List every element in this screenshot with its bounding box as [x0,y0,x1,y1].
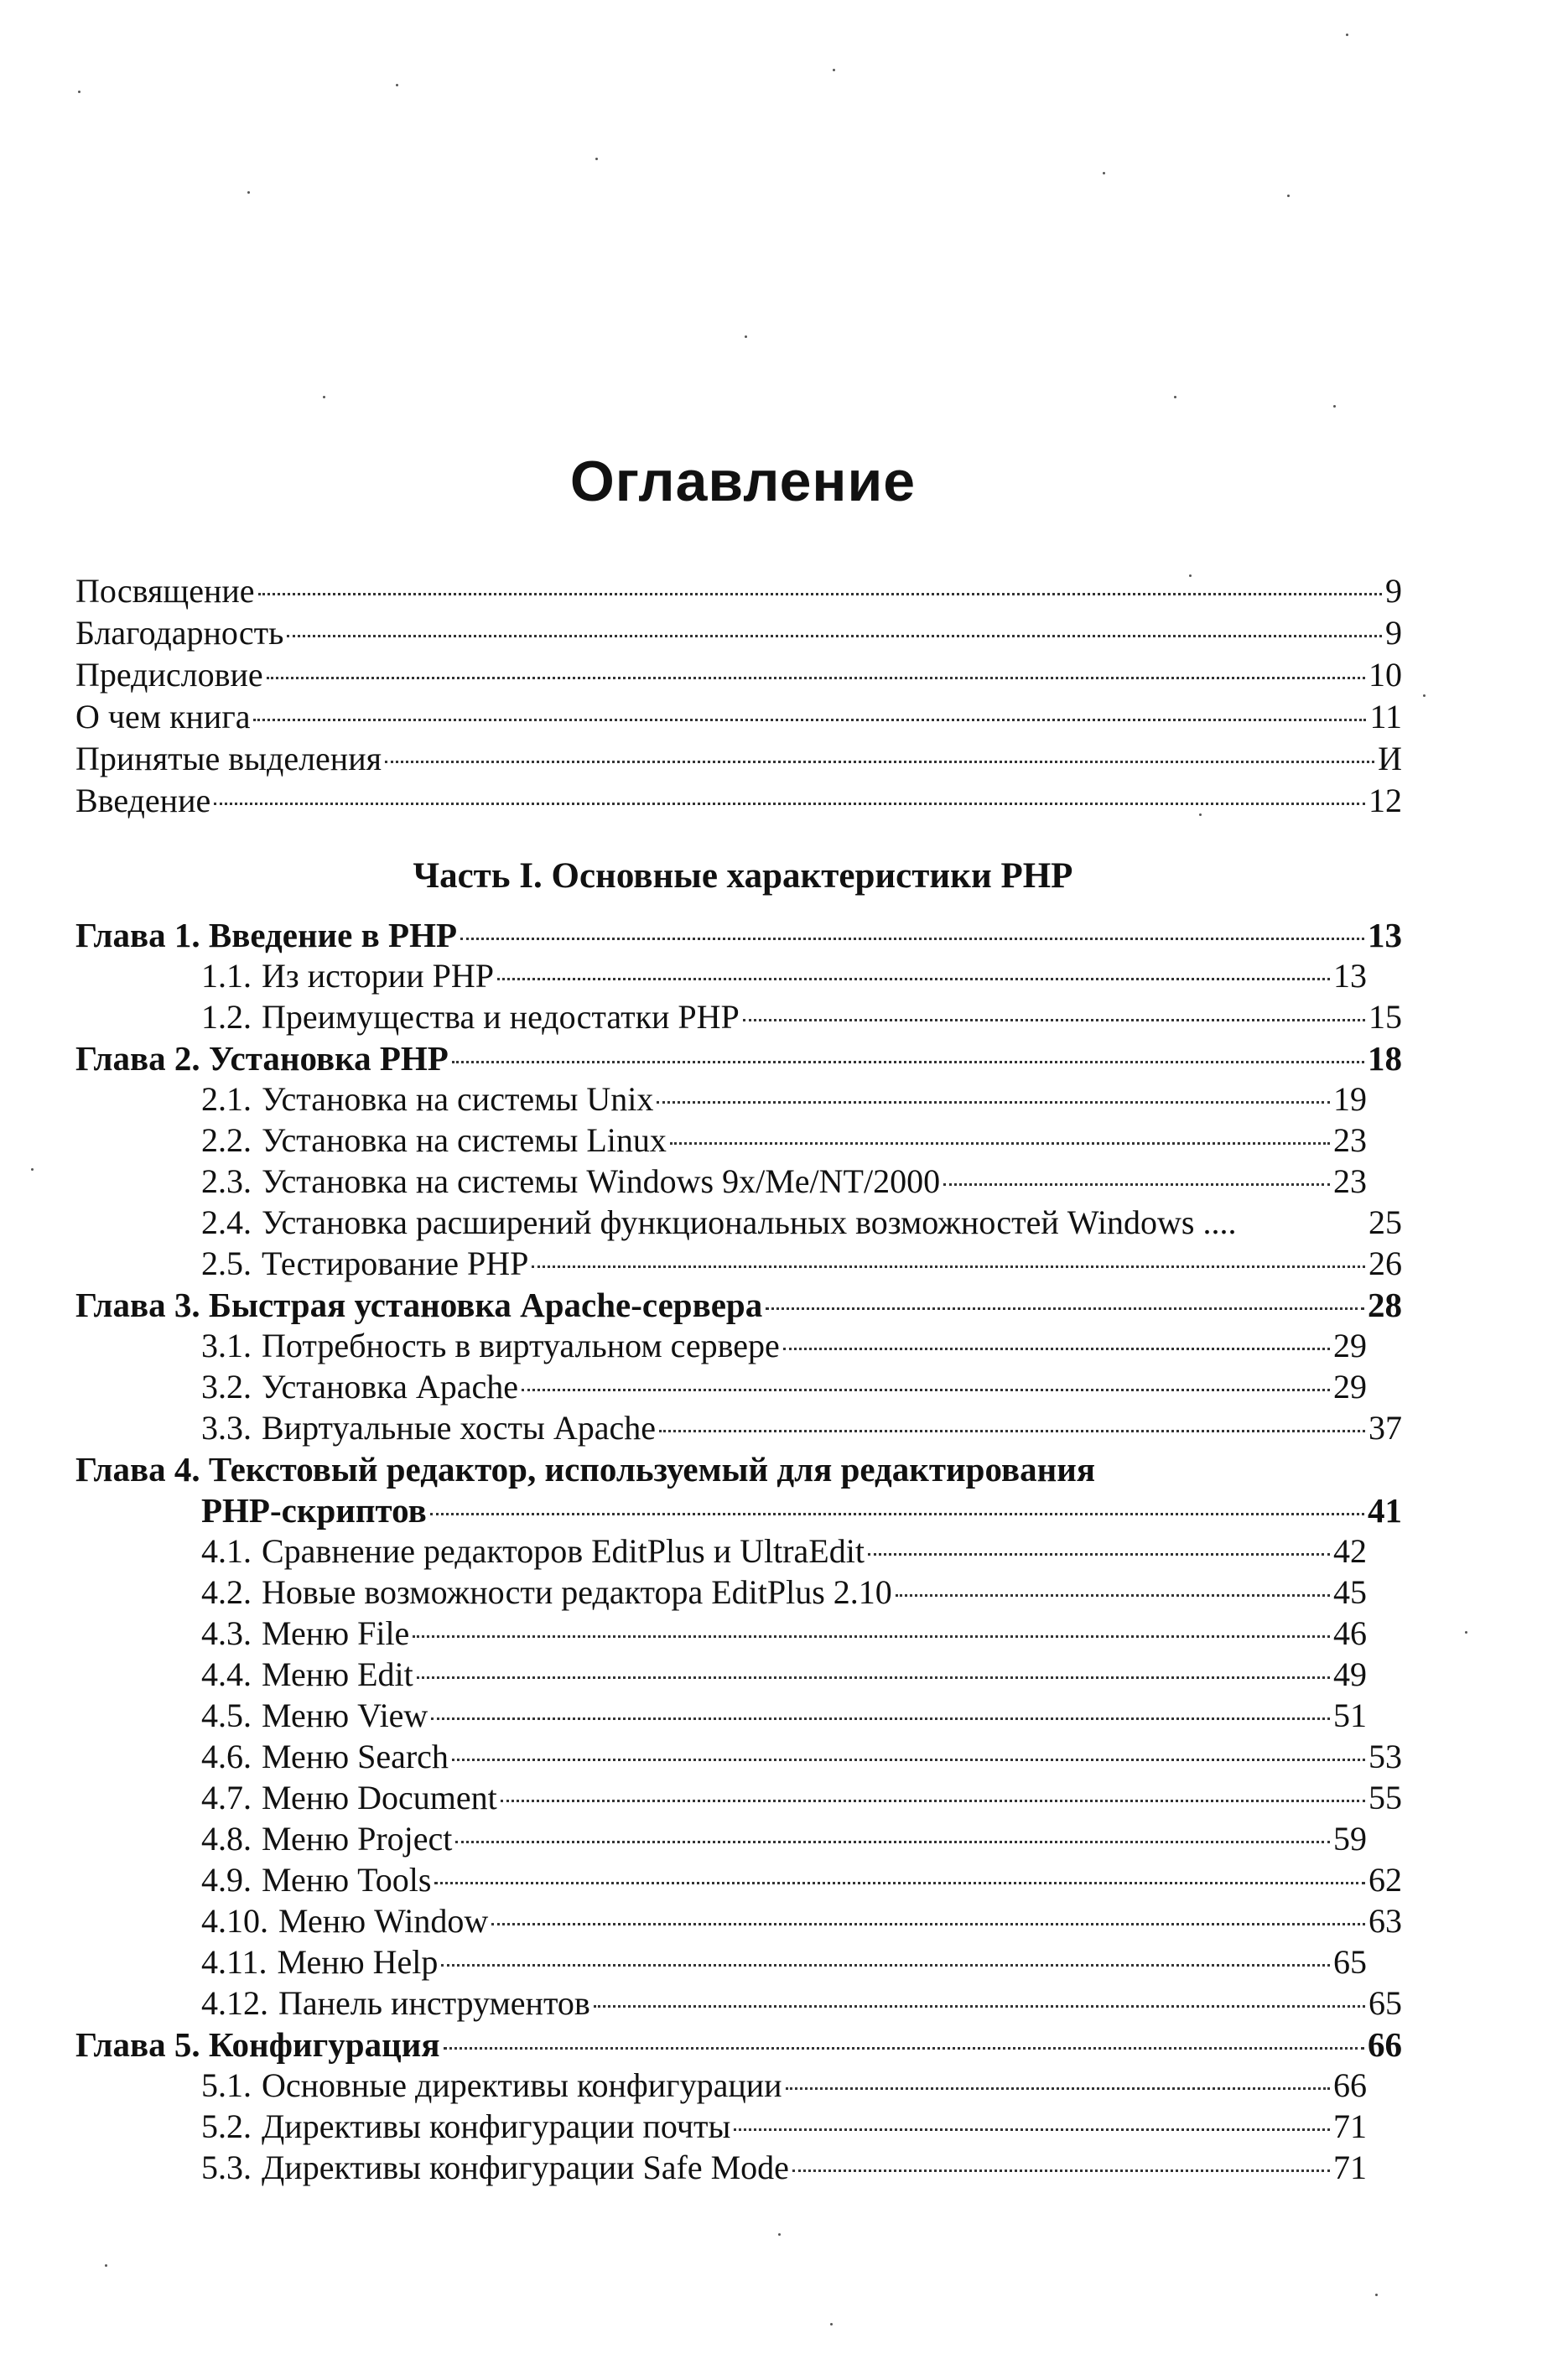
section-label: Установка на системы Windows 9x/Me/NT/2000 [262,1162,941,1200]
section-page: 55 [1368,1779,1402,1816]
chapter-label: Глава 3. Быстрая установка Apache-сервера [75,1286,763,1324]
section-entry [201,1325,1367,1367]
dot-leader [441,1964,1330,1967]
scan-speck [1103,172,1105,174]
section-label: Основные директивы конфигурации [262,2066,782,2104]
section-label: Виртуальные хосты Apache [262,1409,657,1447]
chapter-page: 28 [1368,1286,1402,1324]
section-page: 37 [1368,1409,1402,1447]
scan-speck [1423,694,1426,697]
dot-leader [743,1019,1365,1021]
section-page: 66 [1333,2066,1367,2104]
section-number: 4.2. [201,1573,252,1611]
section-number: 1.2. [201,998,252,1036]
section-entry [201,1654,1367,1696]
section-page: 63 [1368,1902,1402,1940]
section-entry [201,996,1402,1038]
scan-speck [1375,2294,1378,2296]
section-label: Меню Window [278,1902,489,1940]
section-label: Новые возможности редактора EditPlus 2.10 [262,1573,892,1611]
section-label: Директивы конфигурации Safe Mode [262,2149,789,2186]
scan-speck [833,69,835,71]
scan-speck [396,84,398,86]
scan-speck [830,2323,833,2325]
section-label: Сравнение редакторов EditPlus и UltraEdit [262,1532,865,1570]
dot-leader [659,1430,1365,1432]
section-number: 4.4. [201,1655,252,1693]
dot-leader [267,677,1365,679]
section-label: Установка расширений функциональных возможностей Windows .... [262,1203,1237,1241]
section-entry [201,1407,1402,1449]
scan-speck [778,2233,781,2236]
section-number: 5.1. [201,2066,252,2104]
dot-leader [417,1676,1330,1679]
section-number: 4.8. [201,1820,252,1858]
section-label: Меню Project [262,1820,453,1858]
toc-entry-page: 9 [1385,572,1402,610]
dot-leader [943,1183,1330,1186]
chapter-label: Глава 4. Текстовый редактор, используемый для редактирования [75,1450,1096,1489]
toc-entry [75,738,1402,780]
section-page: 71 [1333,2149,1367,2186]
scan-speck [1174,396,1176,398]
section-label: Установка на системы Linux [262,1121,667,1159]
chapter-entry [75,1448,1402,1490]
section-number: 5.2. [201,2107,252,2145]
dot-leader [766,1307,1364,1310]
dot-leader [452,1061,1364,1063]
dot-leader [868,1553,1330,1556]
section-label: Меню Help [277,1943,439,1981]
scan-speck [595,158,598,160]
section-page: 46 [1333,1614,1367,1652]
section-number: 2.3. [201,1162,252,1200]
section-number: 4.9. [201,1861,252,1899]
dot-leader [444,2047,1364,2050]
section-label: Преимущества и недостатки PHP [262,998,740,1036]
chapter-page: 66 [1368,2025,1402,2064]
toc-entry [75,654,1402,696]
toc-entry-label: О чем книга [75,698,251,735]
section-label: Потребность в виртуальном сервере [262,1327,780,1364]
section-page: 25 [1368,1203,1402,1241]
dot-leader [258,593,1382,595]
toc-entry-page: И [1378,740,1402,777]
section-entry [201,1818,1367,1860]
chapter-entry [75,2024,1402,2066]
scan-speck [1465,1631,1467,1634]
dot-leader [532,1265,1365,1268]
dot-leader [783,1348,1330,1350]
toc-entry [75,780,1402,822]
toc-entry-label: Предисловие [75,656,263,694]
section-number: 2.5. [201,1245,252,1282]
section-number: 4.7. [201,1779,252,1816]
section-number: 3.2. [201,1368,252,1406]
dot-leader [670,1142,1330,1145]
chapter-entry-continued [201,1489,1402,1531]
section-entry [201,1120,1367,1161]
section-entry [201,1243,1402,1285]
section-page: 65 [1368,1984,1402,2022]
scan-speck [78,91,80,93]
dot-leader [385,761,1374,763]
section-page: 59 [1333,1820,1367,1858]
section-page: 15 [1368,998,1402,1036]
section-entry [201,1613,1367,1655]
section-label: Меню Search [262,1738,449,1775]
section-page: 13 [1333,957,1367,995]
section-label: Меню Document [262,1779,497,1816]
chapter-label: Глава 5. Конфигурация [75,2025,440,2064]
chapter-entry [75,1284,1402,1326]
dot-leader [786,2087,1330,2090]
section-entry [201,1777,1402,1819]
scan-speck [323,396,325,398]
section-number: 3.3. [201,1409,252,1447]
chapter-page: 18 [1368,1039,1402,1078]
section-label: Меню File [262,1614,410,1652]
section-page: 29 [1333,1327,1367,1364]
section-page: 42 [1333,1532,1367,1570]
section-label: Директивы конфигурации почты [262,2107,731,2145]
dot-leader [594,2005,1365,2008]
dot-leader [491,1923,1365,1925]
dot-leader [657,1101,1330,1104]
section-number: 4.1. [201,1532,252,1570]
dot-leader [896,1594,1330,1597]
section-entry [201,1202,1402,1244]
section-entry [201,1982,1402,2024]
page-title: Оглавление [569,449,917,513]
section-entry [201,2147,1367,2189]
section-page: 62 [1368,1861,1402,1899]
toc-entry [75,570,1402,612]
section-entry [201,1736,1402,1778]
part-heading: Часть I. Основные характеристики PHP [413,856,1073,896]
dot-leader [497,978,1330,980]
toc-entry-page: 12 [1368,782,1402,819]
scan-speck [247,191,250,194]
section-page: 71 [1333,2107,1367,2145]
toc-entry-page: 10 [1368,656,1402,694]
chapter-label: Глава 2. Установка PHP [75,1039,449,1078]
section-number: 4.6. [201,1738,252,1775]
section-label: Меню Edit [262,1655,413,1693]
section-number: 2.1. [201,1080,252,1118]
dot-leader [287,635,1382,637]
chapter-label: Глава 1. Введение в PHP [75,916,458,954]
section-number: 2.4. [201,1203,252,1241]
section-entry [201,1695,1367,1737]
section-entry [201,1572,1367,1614]
section-entry [201,1941,1367,1983]
dot-leader [522,1389,1330,1391]
dot-leader [430,1513,1364,1515]
dot-leader [455,1841,1330,1843]
section-page: 23 [1333,1121,1367,1159]
toc-entry-page: 11 [1369,698,1402,735]
section-entry [201,1900,1402,1942]
section-label: Установка на системы Unix [262,1080,654,1118]
section-entry [201,1078,1367,1120]
scan-speck [105,2264,107,2267]
chapter-page: 41 [1368,1491,1402,1530]
section-page: 26 [1368,1245,1402,1282]
section-number: 1.1. [201,957,252,995]
section-label: Меню Tools [262,1861,432,1899]
section-number: 3.1. [201,1327,252,1364]
chapter-page: 13 [1368,916,1402,954]
section-number: 4.5. [201,1697,252,1734]
section-label: Установка Apache [262,1368,519,1406]
section-entry [201,1366,1367,1408]
section-page: 65 [1333,1943,1367,1981]
dot-leader [792,2170,1330,2172]
section-number: 4.11. [201,1943,267,1981]
chapter-entry [75,1037,1402,1079]
section-entry [201,1530,1367,1572]
dot-leader [413,1635,1330,1638]
toc-entry-label: Благодарность [75,614,284,652]
section-label: Меню View [262,1697,428,1734]
dot-leader [452,1759,1365,1761]
section-entry [201,1161,1367,1203]
toc-entry [75,612,1402,654]
toc-entry-label: Посвящение [75,572,255,610]
section-label: Тестирование PHP [262,1245,529,1282]
section-label: Из истории PHP [262,957,494,995]
dot-leader [253,719,1366,721]
scan-speck [1346,34,1348,36]
section-page: 29 [1333,1368,1367,1406]
scan-speck [1287,195,1290,197]
section-page: 51 [1333,1697,1367,1734]
section-number: 4.10. [201,1902,268,1940]
section-entry [201,2065,1367,2107]
scan-speck [745,335,747,338]
toc-entry [75,696,1402,738]
section-page: 19 [1333,1080,1367,1118]
section-entry [201,1859,1402,1901]
section-number: 5.3. [201,2149,252,2186]
section-page: 45 [1333,1573,1367,1611]
scan-speck [31,1168,34,1171]
dot-leader [734,2128,1330,2131]
section-number: 4.12. [201,1984,268,2022]
dot-leader [214,803,1365,805]
section-entry [201,955,1367,997]
dot-leader [434,1882,1365,1884]
toc-entry-label: Введение [75,782,211,819]
section-entry [201,2106,1367,2148]
section-page: 53 [1368,1738,1402,1775]
toc-entry-page: 9 [1385,614,1402,652]
section-label: Панель инструментов [278,1984,590,2022]
toc-entry-label: Принятые выделения [75,740,382,777]
dot-leader [460,938,1364,940]
scan-speck [1333,405,1336,408]
section-number: 4.3. [201,1614,252,1652]
section-page: 23 [1333,1162,1367,1200]
chapter-label-continued: PHP-скриптов [201,1491,427,1530]
section-page: 49 [1333,1655,1367,1693]
dot-leader [501,1800,1365,1802]
dot-leader [431,1717,1330,1720]
section-number: 2.2. [201,1121,252,1159]
chapter-entry [75,914,1402,956]
